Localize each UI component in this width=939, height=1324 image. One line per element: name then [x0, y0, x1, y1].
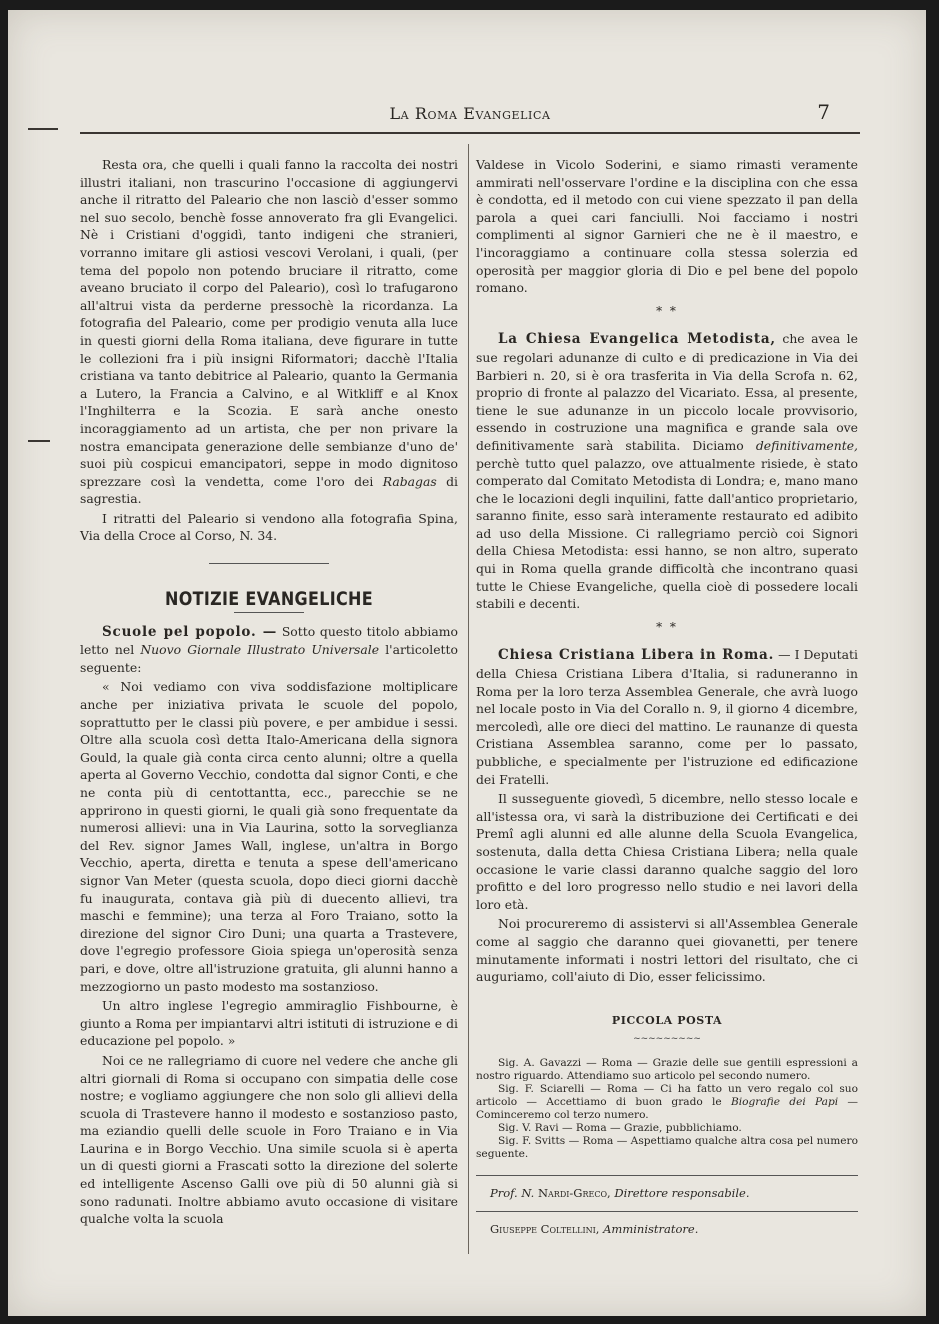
- quote-block: [80, 678, 458, 1049]
- posta-title: PICCOLA POSTA: [611, 1013, 723, 1027]
- posta-item: Sig. A. Gavazzi — Roma — Grazie delle sue gentili espressioni a nostro riguardo. Attendiamo suo articolo pel secondo numero.: [476, 1056, 858, 1082]
- posta-item: Sig. F. Svitts — Roma — Aspettiamo qualche altra cosa pel numero seguente.: [476, 1134, 858, 1160]
- paragraph: Valdese in Vicolo Soderini, e siamo rimasti veramente ammirati nell'osservare l'ordine e la disciplina con che essa è condotta, ed il metodo con cui viene spezzato il pan della parola a quei cari fanciulli. Noi facciamo i nostri complimenti al signor Garnieri che ne è il maestro, e l'incoraggiamo a continuare colla stessa solerzia ed operosità per maggior gloria di Dio e pel bene del popolo romano.: [476, 157, 858, 296]
- rule: [234, 612, 304, 613]
- right-column: [476, 156, 858, 1237]
- rule: [209, 563, 329, 564]
- paragraph: Noi ce ne rallegriamo di cuore nel vedere che anche gli altri giornali di Roma si occupano con simpatia delle cose nostre; e vogliamo aggiungere che non solo gli allievi della scuola di Trastevere hanno il modesto e sostanzioso pasto, ma eziandio quelli delle scuole in Foro Traiano e in Via Laurina e in Borgo Vecchio. Una simile scuola si è aperta un di questi giorni a Frascati sotto la direzione del solerte ed intelligente Ascenso Galli ove più di 50 alunni già si sono radunati. Inoltre abbiamo avuto occasione di visitare qualche volta la scuola: [80, 1052, 458, 1227]
- paragraph: I ritratti del Paleario si vendono alla fotografia Spina, Via della Croce al Corso, N. 34.: [80, 510, 458, 544]
- separator: * *: [656, 619, 678, 634]
- article-intro: Scuole pel popolo. — Sotto questo titolo abbiamo letto nel Nuovo Giornale Illustrato Universale l'articoletto seguente:: [80, 623, 458, 675]
- article-heading: Scuole pel popolo. —: [102, 623, 278, 640]
- paragraph: « Noi vediamo con viva soddisfazione moltiplicare anche per iniziativa privata le scuole del popolo, soprattutto per le classi più povere, e per ambidue i sessi. Oltre alla scuola così detta Italo-Americana della signora Gould, la quale già conta circa cento alunni; oltre a quella aperta al Governo Vecchio, condotta dal signor Conti, e che ne conta più di centottantta, ecc., parecchie se ne apprirono in questi giorni, le quali già sono frequentate da numerosi allievi: una in Via Laurina, sotto la sorveglianza del Rev. signor James Wall, inglese, un'altra in Borgo Vecchio, aperta, diretta e tenuta a spese dell'americano signor Van Meter (questa scuola, dopo dieci giorni dacchè fu inaugurata, contava già più di duecento allievi, tra maschi e femmine); una terza al Foro Traiano, sotto la direzione del signor Ciro Duni; una quarta a Trastevere, dove l'egregio professore Gioia spiega un'operosità senza pari, e dove, oltre all'istruzione gratuita, gli alunni hanno a mezzogiorno un pasto modesto ma sostanzioso.: [80, 679, 458, 994]
- paragraph: Noi procureremo di assistervi si all'Assemblea Generale come al saggio che daranno quei giovanetti, per tenere minutamente informati i nostri lettori del risultato, che ci auguriamo, coll'aiuto di Dio, esser felicissimo.: [476, 916, 858, 985]
- posta-item: Sig. F. Sciarelli — Roma — Ci ha fatto un vero regalo col suo articolo — Accettiamo di buon grado le Biografie dei Papi — Cominceremo col terzo numero.: [476, 1082, 859, 1121]
- paragraph: Un altro inglese l'egregio ammiraglio Fishbourne, è giunto a Roma per impiantarvi altri istituti di istruzione e di educazione pel popolo. »: [80, 998, 458, 1049]
- article-heading: La Chiesa Evangelica Metodista,: [498, 331, 776, 348]
- margin-mark: [28, 440, 50, 442]
- paragraph: Resta ora, che quelli i quali fanno la raccolta dei nostri illustri italiani, non trascurino l'occasione di aggiungervi anche il ritratto del Paleario che non lasciò d'esser sommo nel suo secolo, benchè fosse annoverato fra gli Evangelici. Nè i Cristiani d'oggidì, tanto indigeni che stranieri, vorranno imitare gli astiosi vescovi Verolani, i quali, (per tema del popolo non potendo bruciare il ritratto, come aveano bruciato il corpo del Paleario), così lo trafugarono all'altrui vista da perderne pressochè la ricordanza. La fotografia del Paleario, come per prodigio venuta alla luce in questi giorni della Roma italiana, deve figurare in tutte le collezioni fra i più insigni Riformatori; dacchè l'Italia cristiana va tanto debitrice al Paleario, quanto la Germania a Lutero, la Francia a Calvino, e al Witkliff e al Knox l'Inghilterra e la Scozia. E sarà anche onesto incoraggiamento ad un artista, che per non privare la nostra emancipata generazione delle sembianze d'uno de' suoi più cospicui emancipatori, seppe in modo dignitoso sprezzare così la vendetta, come l'oro dei Rabagas di sagrestia.: [80, 157, 458, 507]
- article-heading: Chiesa Cristiana Libera in Roma.: [498, 647, 775, 664]
- director-credit: Prof. N. Nardi-Greco, Direttore responsabile.: [490, 1185, 750, 1200]
- rule: [476, 1211, 858, 1212]
- section-title: NOTIZIE EVANGELICHE: [165, 587, 373, 610]
- newspaper-page: [8, 10, 926, 1316]
- article: La Chiesa Evangelica Metodista, che avea le sue regolari adunanze di culto e di predicazione in Via dei Barbieri n. 20, si è ora trasferita in Via della Scrofa n. 62, proprio di fronte al palazzo del Vicariato. Essa, al presente, tiene le sue adunanze in un piccolo locale provvisorio, essendo in costruzione una magnifica e grande sala ove definitivamente sarà stabilita. Diciamo definitivamente, perchè tutto quel palazzo, ove attualmente risiede, è stato comperato dal Comitato Metodista di Londra; e, mano mano che le locazioni degli inquilini, fatte dall'antico proprietario, saranno finite, esso sarà interamente restaurato ed adibito ad uso della Missione. Ci rallegriamo perciò coi Signori della Chiesa Metodista: essi hanno, se non altro, superato qui in Roma quella grande difficoltà che incontrano quasi tutte le Chiese Evangeliche, quella cioè di possedere locali stabili e decenti.: [476, 331, 858, 612]
- rule: [476, 1175, 858, 1176]
- page-number: 7: [817, 100, 830, 124]
- margin-mark: [28, 128, 58, 130]
- separator: * *: [656, 303, 678, 318]
- page-title: La Roma Evangelica: [389, 104, 551, 123]
- left-column: [80, 156, 458, 1230]
- posta-list: [476, 1057, 858, 1161]
- column-divider: [468, 144, 469, 1254]
- article: Chiesa Cristiana Libera in Roma. — I Deputati della Chiesa Cristiana Libera d'Italia, si raduneranno in Roma per la loro terza Assemblea Generale, che avrà luogo nel locale posto in Via del Corallo n. 9, il giorno 4 dicembre, mercoledì, alle ore dieci del mattino. Le raunanze di questa Cristiana Assemblea saranno, come per lo passato, pubbliche, e specialmente per l'istruzione ed edificazione dei Fratelli.: [476, 647, 858, 787]
- posta-ornament: ~~~~~~~~~: [633, 1034, 701, 1045]
- paragraph: Il susseguente giovedì, 5 dicembre, nello stesso locale e all'istessa ora, vi sarà la distribuzione dei Certificati e dei Premî agli alunni ed alle alunne della Scuola Evangelica, sostenuta, dalla detta Chiesa Cristiana Libera; nella quale occasione le varie classi daranno qualche saggio del loro profitto e del loro progresso nello studio e nei lavori della loro età.: [476, 791, 858, 912]
- page-header: [80, 96, 860, 134]
- posta-item: Sig. V. Ravi — Roma — Grazie, pubblichiamo.: [498, 1121, 742, 1134]
- administrator-credit: Giuseppe Coltellini, Amministratore.: [490, 1221, 699, 1236]
